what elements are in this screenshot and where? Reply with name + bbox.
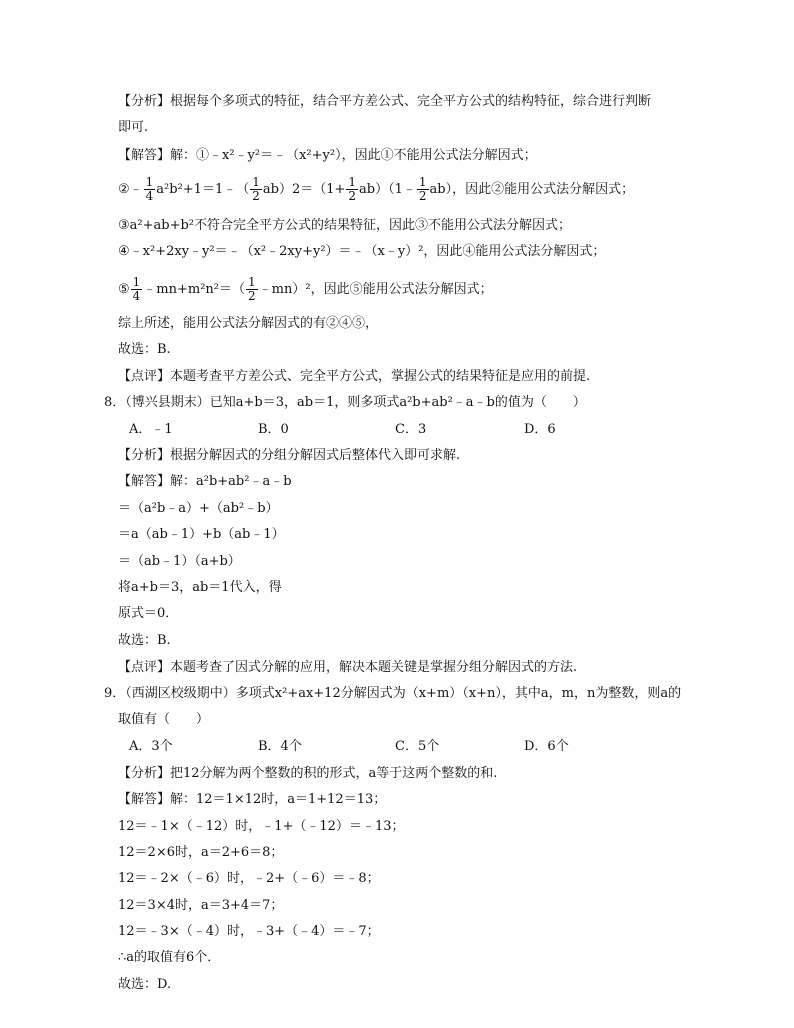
q9-step: 12＝﹣1×（﹣12）时，﹣1+（﹣12）＝﹣13； — [118, 819, 405, 834]
q7-choice: 故选：B. — [118, 342, 171, 357]
q7-analysis-cont: 即可. — [118, 120, 149, 135]
q7-answer-4: ④﹣x²+2xy﹣y²＝﹣（x²﹣2xy+y²）＝﹣（x﹣y）²，因此④能用公式法分解因式； — [118, 244, 606, 259]
fraction-one-half: $\frac{1}{2}$ — [348, 175, 357, 203]
q9-step: 12＝3×4时，a＝3+4＝7； — [118, 898, 284, 913]
q8-step: ＝a（ab﹣1）+b（ab﹣1） — [118, 527, 285, 542]
q9-step: 12＝﹣2×（﹣6）时，﹣2+（﹣6）＝﹣8； — [118, 871, 380, 886]
q8-comment: 【点评】本题考查了因式分解的应用，解决本题关键是掌握分组分解因式的方法. — [118, 660, 578, 675]
q9-analysis: 【分析】把12分解为两个整数的积的形式，a等于这两个整数的和. — [118, 766, 498, 781]
q9-step: 12＝2×6时，a＝2+6＝8； — [118, 845, 284, 860]
q8-choice: 故选：B. — [118, 633, 171, 648]
q9-stem-cont: 取值有（ ） — [118, 712, 210, 727]
q8-step: ＝（a²b﹣a）+（ab²﹣b） — [118, 501, 279, 516]
fraction-one-quarter: $\frac{1}{4}$ — [145, 175, 154, 203]
q9-stem: 9．（西湖区校级期中）多项式x²+ax+12分解因式为（x+m）（x+n），其中a，m，n为整数，则a的 — [104, 686, 682, 701]
q8-stem: 8．（博兴县期末）已知a+b＝3，ab＝1，则多项式a²b+ab²﹣a﹣b的值为（ ） — [104, 395, 586, 410]
q7-summary: 综上所述，能用公式法分解因式的有②④⑤， — [118, 316, 379, 331]
q9-option-d: D．6个 — [524, 739, 569, 754]
q9-step: 12＝﹣3×（﹣4）时，﹣3+（﹣4）＝﹣7； — [118, 924, 380, 939]
q7-answer-3: ③a²+ab+b²不符合完全平方公式的结果特征，因此③不能用公式法分解因式； — [118, 218, 572, 233]
q7-answer-5: ⑤ $\frac{1}{4}$ ﹣mn+m²n²＝（ $\frac{1}{2}$ ﹣mn）²，因此⑤能用公式法分解因式； — [118, 275, 493, 303]
q8-step: 将a+b＝3，ab＝1代入，得 — [118, 580, 282, 595]
fraction-one-quarter: $\frac{1}{4}$ — [132, 275, 141, 303]
fraction-one-half: $\frac{1}{2}$ — [252, 175, 260, 203]
fraction-one-half: $\frac{1}{2}$ — [418, 175, 427, 203]
q8-step: 原式＝0． — [118, 606, 179, 621]
q8-option-c: C．3 — [395, 422, 427, 437]
q7-analysis: 【分析】根据每个多项式的特征，结合平方差公式、完全平方公式的结构特征，综合进行判断 — [118, 94, 652, 109]
q8-analysis: 【分析】根据分解因式的分组分解因式后整体代入即可求解. — [118, 448, 461, 463]
q8-step: 【解答】解：a²b+ab²﹣a﹣b — [118, 474, 292, 489]
q9-option-a: A．3个 — [129, 739, 173, 754]
q8-step: ＝（ab﹣1）（a+b） — [118, 554, 241, 569]
q9-step: ∴a的取值有6个． — [118, 950, 221, 965]
q8-option-a: A．﹣1 — [129, 422, 173, 437]
q7-comment: 【点评】本题考查平方差公式、完全平方公式，掌握公式的结果特征是应用的前提. — [118, 369, 591, 384]
q9-step: 【解答】解：12＝1×12时，a＝1+12＝13； — [118, 792, 387, 807]
q9-option-b: B．4个 — [258, 739, 302, 754]
q8-option-b: B．0 — [258, 422, 289, 437]
fraction-one-half: $\frac{1}{2}$ — [248, 275, 256, 303]
q7-answer-2: ②﹣ $\frac{1}{4}$ a²b²+1＝1﹣（ $\frac{1}{2}$ ab）2＝（1+ $\frac{1}{2}$ ab）（1﹣ $\frac{1}{2}$ ab），因此②能用公式法分解因式； — [118, 175, 635, 203]
q9-choice: 故选：D. — [118, 977, 172, 992]
q8-option-d: D．6 — [524, 422, 556, 437]
q9-option-c: C．5个 — [395, 739, 440, 754]
q7-answer-1: 【解答】解：①﹣x²﹣y²＝﹣（x²+y²），因此①不能用公式法分解因式； — [118, 148, 537, 163]
